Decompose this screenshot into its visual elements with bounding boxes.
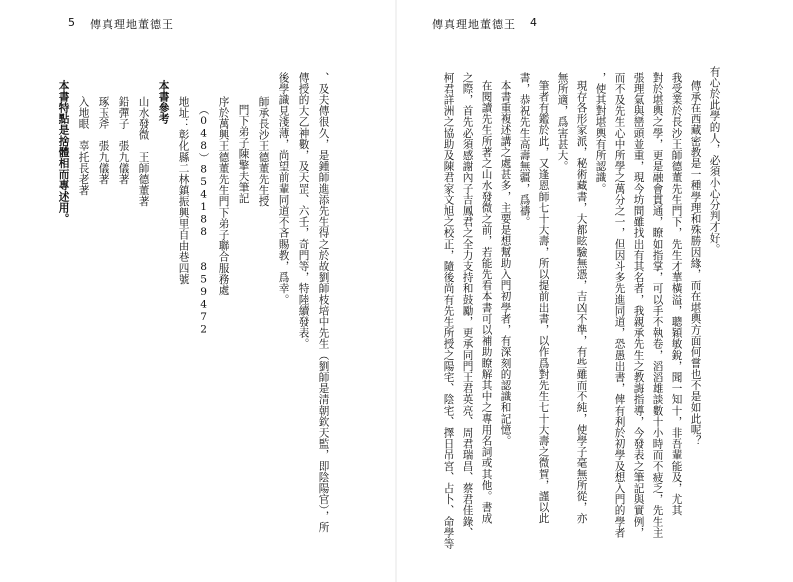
right-text-column: 筆者有鑑於此，又逢恩師七十大壽，所以提前出書，以作爲對先生七十大壽之微賀，謹以此 bbox=[537, 80, 550, 524]
right-text-column: 在閱讀先生所著之山水發微之前，若能先看本書可以補助瞭解其中之專用名詞或其他。書成 bbox=[480, 80, 493, 524]
phone-number-line: （048）854188 859472 bbox=[197, 104, 210, 336]
right-text-column: 張理氣與巒頭並重，現今坊間雖找出有其名者，我親承先生之教誨指導，今發表之筆記與實例， bbox=[632, 72, 645, 539]
right-text-column: 而不及先生心中所學之萬分之一，但因斗多先進同道，恐愚出書，俾有利於初學及想入門的學者 bbox=[613, 72, 626, 539]
signature-recorder-line: 門下弟子陳擎夫筆記 bbox=[237, 104, 250, 204]
left-page bbox=[0, 0, 396, 582]
reference-item: 山水發微 王師德董著 bbox=[137, 96, 150, 207]
left-running-header: 傳真理地董德王 bbox=[90, 18, 174, 31]
right-text-column: 之際，首先必須感謝內子吉鳳君之全力支持和鼓勵，更承同門王君英亮、周君瑞昌、蔡君佳錄、 bbox=[461, 72, 474, 539]
right-text-column: 柯君詳洲之協助及陳君家文旭之校正，隨後尚有先生所授之陽宅、陰宅、擇日吊宮、占卜、命學等 bbox=[442, 72, 455, 550]
reference-item: 琢玉斧 張九儀著 bbox=[97, 96, 110, 185]
right-page bbox=[397, 0, 793, 582]
right-text-column: 傳承在西藏密教是一種學理和殊勝因緣，而在堪輿方面何嘗也不是如此呢？ bbox=[689, 80, 702, 447]
left-page-number: 5 bbox=[68, 16, 75, 29]
references-heading: 本書參考 bbox=[157, 80, 170, 125]
right-page-number: 4 bbox=[530, 16, 537, 29]
right-text-column: 現存各形家派，秘術藏書，大都眩驗無憑，吉凶不準，有些雖而不純，使學子毫無所從，亦 bbox=[575, 80, 588, 524]
right-running-header: 傳真理地董德王 bbox=[432, 18, 516, 31]
preface-location-line: 序於萬興王德董先生門下弟子聯合服務處 bbox=[217, 96, 230, 296]
right-text-column: 對於堪輿之學，更是融會貫通，瞭如指掌，可以手不執卷，滔滔雄談數十小時而不疲乏，先生主 bbox=[651, 72, 664, 539]
signature-teacher-line: 師承長沙王德董先生授 bbox=[257, 96, 270, 207]
right-text-column: 本書重複述講之處甚多，主要是想幫助入門初學者，有深刻的認識和記憶。 bbox=[499, 80, 512, 447]
right-text-column: 我受業於長沙王師德董先生門下，先生才華橫溢，聰穎敏銳，聞一知十，非吾輩能及，尤其 bbox=[670, 72, 683, 516]
left-text-column: 傳授的大乙神數，及天罡、六壬，奇門等，特陸續發表。 bbox=[297, 72, 310, 350]
reference-item: 鉛彈子 張九儀著 bbox=[117, 96, 130, 185]
left-text-column: 、及夫傳很久，是鍾師進添先生得之於故劉師枝培中先生（劉師是清朝欽天監，即陰陽官），所 bbox=[317, 72, 330, 533]
right-text-column: 無所適，爲害甚大。 bbox=[556, 72, 569, 172]
book-feature-note: 本書特點是捨體相而專述用。 bbox=[57, 80, 70, 225]
right-text-column: 有心於此學的人，必須小心分判才好。 bbox=[708, 66, 721, 255]
right-text-column: ，使其對堪輿有所認識。 bbox=[594, 72, 607, 195]
right-text-column: 書，恭祝先生高壽無疆，爲禱。 bbox=[518, 72, 531, 228]
left-text-column: 後學識見淺薄，尚望前輩同道不吝賜教，爲幸。 bbox=[277, 72, 290, 306]
address-line: 地址：彰化縣二林鎮振興里自由巷四號 bbox=[177, 96, 190, 285]
reference-item: 入地眼 辜托長老著 bbox=[77, 96, 90, 196]
